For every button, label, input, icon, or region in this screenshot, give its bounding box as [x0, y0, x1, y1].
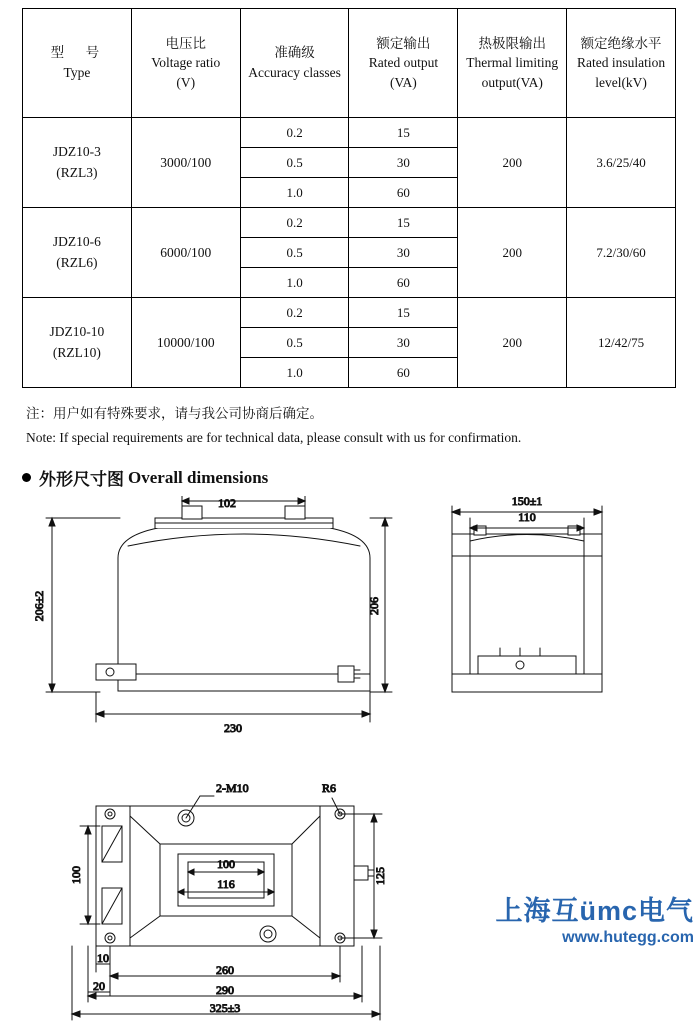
cell-rated-output: 30: [349, 238, 458, 268]
cell-accuracy: 1.0: [240, 358, 349, 388]
cell-accuracy: 0.5: [240, 238, 349, 268]
cell-accuracy: 0.2: [240, 298, 349, 328]
dim-front-height-right: 206: [367, 597, 381, 616]
dim-plan-260: 260: [216, 963, 234, 978]
table-body: [23, 118, 676, 388]
section-title-cn: 外形尺寸图: [39, 470, 124, 490]
cell-rated-output: 30: [349, 148, 458, 178]
cell-accuracy: 0.2: [240, 208, 349, 238]
cell-insulation: 7.2/30/60: [567, 208, 676, 298]
cell-accuracy: 0.5: [240, 328, 349, 358]
notes-block: [26, 402, 700, 449]
cell-insulation: 3.6/25/40: [567, 118, 676, 208]
cell-rated-output: 15: [349, 298, 458, 328]
cell-rated-output: 30: [349, 328, 458, 358]
header-rated-insulation-level: 额定绝缘水平 Rated insulation level(kV): [567, 9, 676, 118]
cell-accuracy: 0.2: [240, 118, 349, 148]
label-radius-r6: R6: [322, 781, 337, 796]
cell-type: JDZ10-10 (RZL10): [23, 298, 132, 388]
section-title: [22, 465, 700, 490]
dim-front-height-left: 206±2: [32, 590, 46, 622]
cell-rated-output: 60: [349, 358, 458, 388]
cell-rated-output: 15: [349, 118, 458, 148]
dim-front-bottom-width: 230: [224, 721, 242, 736]
cell-rated-output: 60: [349, 178, 458, 208]
cell-thermal: 200: [458, 208, 567, 298]
cell-insulation: 12/42/75: [567, 298, 676, 388]
dim-plan-inner-b: 116: [217, 877, 235, 892]
drawings-area: [0, 496, 700, 1026]
table-row: [23, 298, 676, 328]
cell-accuracy: 1.0: [240, 178, 349, 208]
dim-plan-right-height: 125: [373, 867, 387, 886]
dim-plan-left-height: 100: [69, 866, 83, 885]
cell-type: JDZ10-6 (RZL6): [23, 208, 132, 298]
note-en: Note: If special requirements are for technical data, please consult with us for confirmation.: [26, 429, 522, 445]
header-accuracy-classes: 准确级 Accuracy classes: [240, 9, 349, 118]
table-row: [23, 208, 676, 238]
dim-plan-inner-a: 100: [217, 857, 235, 872]
cell-voltage-ratio: 3000/100: [131, 118, 240, 208]
dim-side-inner-width: 110: [518, 510, 536, 525]
header-voltage-ratio: 电压比 Voltage ratio (V): [131, 9, 240, 118]
cell-voltage-ratio: 10000/100: [131, 298, 240, 388]
dim-plan-290: 290: [216, 983, 234, 998]
header-type: 型 号 Type: [23, 9, 132, 118]
cell-thermal: 200: [458, 118, 567, 208]
table-row: [23, 118, 676, 148]
cell-thermal: 200: [458, 298, 567, 388]
note-cn: 注：用户如有特殊要求，请与我公司协商后确定。: [26, 406, 323, 421]
specification-table: [22, 8, 676, 388]
cell-accuracy: 1.0: [240, 268, 349, 298]
table-header: [23, 9, 676, 118]
dim-plan-325: 325±3: [209, 1001, 241, 1016]
side-view: [452, 506, 602, 692]
cell-type: JDZ10-3 (RZL3): [23, 118, 132, 208]
dim-plan-20: 20: [93, 979, 105, 994]
section-title-en: Overall dimensions: [128, 467, 269, 487]
front-view: [46, 496, 392, 722]
cell-voltage-ratio: 6000/100: [131, 208, 240, 298]
document-page: [0, 8, 700, 1016]
overall-dimensions-drawing: [0, 496, 700, 1026]
bullet-icon: [22, 473, 31, 482]
table-header-row: [23, 9, 676, 118]
cell-accuracy: 0.5: [240, 148, 349, 178]
watermark-url: www.hutegg.com: [562, 929, 694, 946]
dim-side-outer-width: 150±1: [511, 496, 543, 509]
cell-rated-output: 60: [349, 268, 458, 298]
watermark-company: 上海互ümc电气: [495, 896, 694, 926]
header-rated-output: 额定输出 Rated output (VA): [349, 9, 458, 118]
dim-plan-small: 10: [97, 951, 109, 966]
label-thread-2-m10: 2-M10: [216, 781, 249, 796]
header-thermal-limiting-output: 热极限输出 Thermal limiting output(VA): [458, 9, 567, 118]
dim-front-top-width: 102: [218, 496, 236, 511]
cell-rated-output: 15: [349, 208, 458, 238]
